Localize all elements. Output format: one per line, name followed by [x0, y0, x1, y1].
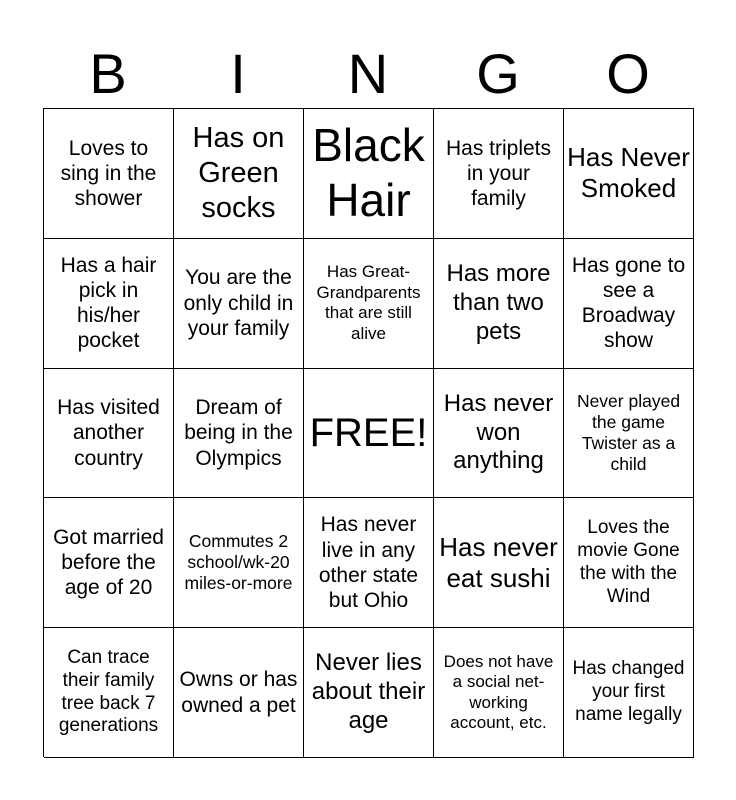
bingo-cell[interactable] [174, 628, 304, 758]
header-letter-i: I [230, 42, 246, 105]
bingo-cell[interactable] [434, 628, 564, 758]
bingo-cell[interactable] [434, 369, 564, 499]
bingo-cell[interactable] [564, 498, 694, 628]
bingo-cell[interactable] [174, 369, 304, 499]
cell-text: Has never won anything [443, 389, 554, 475]
cell-text: Has a hair pick in his/her pocket [60, 253, 157, 353]
bingo-cell[interactable] [564, 109, 694, 239]
bingo-cell[interactable] [564, 239, 694, 369]
bingo-cell[interactable] [44, 498, 174, 628]
header-letter-n: N [347, 42, 389, 105]
cell-text: Has Great-Grandparents that are still alive [316, 262, 421, 343]
cell-text: Has visited another country [57, 396, 160, 470]
bingo-cell[interactable] [44, 239, 174, 369]
bingo-cell[interactable] [44, 369, 174, 499]
cell-text: Never lies about their age [311, 649, 426, 734]
bingo-cell[interactable] [564, 628, 694, 758]
cell-text: Has more than two pets [446, 260, 551, 345]
bingo-cell[interactable] [44, 109, 174, 239]
free-space-cell[interactable] [304, 369, 434, 499]
bingo-cell[interactable] [304, 628, 434, 758]
bingo-cell[interactable] [434, 498, 564, 628]
cell-text: Has Never Smoked [567, 142, 690, 204]
cell-text: Has on Green socks [192, 122, 285, 224]
cell-text: Loves the movie Gone the with the Wind [577, 517, 680, 607]
cell-text: Commutes 2 school/wk-20 miles-or-more [184, 531, 293, 594]
bingo-board [43, 108, 694, 757]
header-letter-b: B [89, 42, 127, 105]
cell-text: Has changed your first name legally [572, 658, 685, 725]
bingo-cell[interactable] [434, 239, 564, 369]
header-letter-g: G [476, 42, 520, 105]
cell-text: Got married before the age of 20 [53, 526, 164, 600]
bingo-cell[interactable] [174, 498, 304, 628]
header-letter-o: O [606, 42, 650, 105]
cell-text: You are the only child in your family [183, 266, 294, 340]
cell-text: Has gone to see a Broadway show [571, 253, 686, 353]
free-space-text: FREE! [309, 410, 428, 455]
cell-text: Does not have a social net-working account, etc. [443, 651, 554, 732]
cell-text: Owns or has owned a pet [179, 668, 298, 717]
bingo-cell[interactable] [434, 109, 564, 239]
cell-text: Loves to sing in the shower [60, 136, 157, 210]
cell-text: Never played the game Twister as a child [576, 390, 681, 474]
bingo-cell[interactable] [174, 239, 304, 369]
bingo-cell[interactable] [304, 109, 434, 239]
cell-text: Has never live in any other state but Ohio [318, 513, 419, 612]
cell-text: Can trace their family tree back 7 generations [58, 646, 159, 737]
bingo-cell[interactable] [304, 239, 434, 369]
bingo-cell[interactable] [304, 498, 434, 628]
bingo-cell[interactable] [564, 369, 694, 499]
cell-text: Has triplets in your family [445, 136, 552, 210]
cell-text: Dream of being in the Olympics [184, 396, 293, 470]
cell-text: Black Hair [312, 119, 425, 227]
bingo-header [43, 40, 693, 108]
cell-text: Has never eat sushi [439, 531, 558, 593]
bingo-cell[interactable] [44, 628, 174, 758]
bingo-cell[interactable] [174, 109, 304, 239]
